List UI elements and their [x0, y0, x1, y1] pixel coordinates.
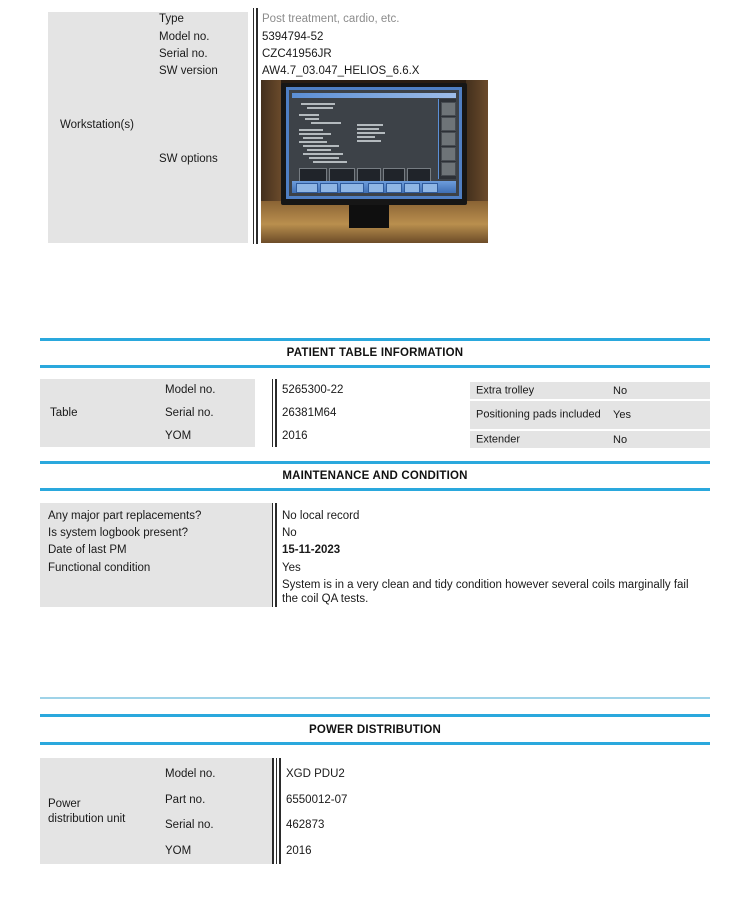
power-heading: POWER DISTRIBUTION: [308, 724, 441, 736]
power-value-part-no: 6550012-07: [286, 794, 348, 806]
photo-text-line: [357, 132, 385, 134]
option-value: No: [613, 384, 628, 397]
patient-table-field-label-serial-no: Serial no.: [165, 407, 214, 419]
power-field-label-model-no: Model no.: [165, 768, 216, 780]
maintenance-rule-bottom: [40, 488, 710, 491]
maintenance-label-logbook-present: Is system logbook present?: [48, 527, 188, 539]
patient-table-rule-top: [40, 338, 710, 341]
maintenance-value-logbook-present: No: [282, 527, 297, 539]
photo-taskbar-button: [320, 183, 338, 193]
photo-taskbar-button: [368, 183, 384, 193]
photo-text-line: [299, 141, 327, 143]
maintenance-label-date-last-pm: Date of last PM: [48, 544, 127, 556]
power-rule-top: [40, 714, 710, 717]
patient-table-heading: PATIENT TABLE INFORMATION: [286, 347, 464, 359]
patient-table-column-separator: [272, 379, 277, 447]
workstation-value-model-no: 5394794-52: [262, 31, 324, 43]
photo-text-line: [307, 107, 333, 109]
photo-text-line: [305, 118, 319, 120]
power-field-label-part-no: Part no.: [165, 794, 206, 806]
power-rule-faint: [40, 697, 710, 699]
power-value-serial-no: 462873: [286, 819, 325, 831]
power-rule-bottom: [40, 742, 710, 745]
patient-table-value-model-no: 5265300-22: [282, 384, 344, 396]
photo-thumbnail: [441, 162, 456, 176]
patient-table-value-serial-no: 26381M64: [282, 407, 337, 419]
workstation-field-label-serial-no: Serial no.: [159, 48, 208, 60]
power-field-label-serial-no: Serial no.: [165, 819, 214, 831]
power-row-label-line2: distribution unit: [48, 813, 126, 825]
maintenance-value-part-replacements: No local record: [282, 510, 360, 522]
photo-monitor-screen: [286, 87, 462, 199]
patient-table-row-label: Table: [50, 407, 78, 419]
workstation-monitor-photo: [261, 80, 488, 243]
workstation-field-label-sw-options: SW options: [159, 153, 218, 165]
maintenance-rule-top: [40, 461, 710, 464]
option-value: Yes: [613, 409, 631, 421]
maintenance-label-part-replacements: Any major part replacements?: [48, 510, 202, 522]
photo-taskbar-button: [422, 183, 438, 193]
patient-table-field-label-yom: YOM: [165, 430, 192, 442]
maintenance-value-functional-condition: Yes: [282, 562, 301, 574]
photo-taskbar-button: [340, 183, 364, 193]
photo-thumbnail: [441, 147, 456, 161]
photo-text-line: [309, 157, 339, 159]
option-label: Positioning pads included: [476, 408, 601, 421]
photo-thumbnail: [441, 102, 456, 116]
photo-taskbar-button: [386, 183, 402, 193]
maintenance-label-functional-condition: Functional condition: [48, 562, 151, 574]
option-label: Extra trolley: [476, 384, 535, 397]
photo-text-line: [307, 149, 331, 151]
patient-table-option-extender: [470, 431, 710, 448]
workstation-column-separator: [253, 8, 258, 244]
photo-text-line: [357, 128, 379, 130]
power-field-label-yom: YOM: [165, 845, 192, 857]
photo-app-window: [286, 87, 462, 199]
photo-taskbar-button: [404, 183, 420, 193]
maintenance-value-date-last-pm: 15-11-2023: [282, 544, 341, 556]
photo-text-line: [303, 145, 339, 147]
photo-text-line: [311, 122, 341, 124]
workstation-field-label-sw-version: SW version: [159, 65, 218, 77]
photo-thumbnail: [441, 117, 456, 131]
photo-text-line: [303, 137, 323, 139]
patient-table-rule-bottom: [40, 365, 710, 368]
photo-monitor-bezel: [281, 83, 467, 205]
photo-text-line: [357, 124, 383, 126]
patient-table-option-extra-trolley: [470, 382, 710, 399]
photo-thumbnail: [441, 132, 456, 146]
photo-text-line: [357, 140, 381, 142]
workstation-value-type: Post treatment, cardio, etc.: [262, 13, 400, 25]
photo-text-line: [299, 133, 331, 135]
maintenance-condition-note: System is in a very clean and tidy condition however several coils marginally fail the coil QA tests.: [282, 579, 689, 606]
photo-text-line: [299, 129, 323, 131]
workstation-field-label-model-no: Model no.: [159, 31, 210, 43]
photo-thumbnail-strip: [438, 99, 456, 179]
power-column-separator: [276, 758, 281, 864]
power-value-yom: 2016: [286, 845, 312, 857]
workstation-value-serial-no: CZC41956JR: [262, 48, 332, 60]
photo-text-line: [357, 136, 375, 138]
patient-table-field-label-model-no: Model no.: [165, 384, 216, 396]
photo-text-line: [301, 103, 335, 105]
workstation-field-label-type: Type: [159, 13, 184, 25]
maintenance-column-separator: [272, 503, 277, 607]
workstation-value-sw-version: AW4.7_03.047_HELIOS_6.6.X: [262, 65, 420, 77]
photo-text-line: [303, 153, 343, 155]
photo-taskbar-button: [296, 183, 318, 193]
power-panel: [40, 758, 274, 864]
maintenance-heading: MAINTENANCE AND CONDITION: [282, 470, 468, 482]
photo-text-line: [313, 161, 347, 163]
photo-window-titlebar: [292, 93, 456, 98]
photo-taskbar: [292, 181, 456, 193]
patient-table-value-yom: 2016: [282, 430, 308, 442]
option-value: No: [613, 433, 628, 446]
option-label: Extender: [476, 433, 521, 446]
power-row-label-line1: Power: [48, 798, 81, 810]
patient-table-option-positioning-pads: [470, 401, 710, 429]
power-value-model-no: XGD PDU2: [286, 768, 345, 780]
workstation-row-label: Workstation(s): [60, 119, 134, 131]
photo-text-line: [299, 114, 319, 116]
